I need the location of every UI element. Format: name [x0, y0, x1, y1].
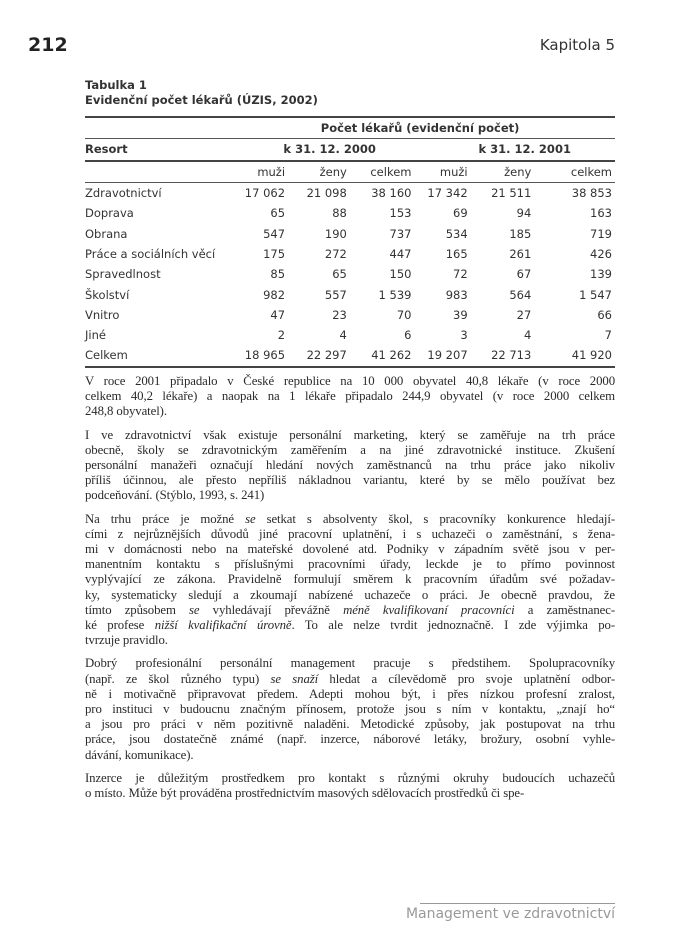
- text-line: [85, 374, 615, 389]
- text-line: [85, 428, 615, 443]
- cell-value: 88: [332, 206, 347, 221]
- text-run: 248,8 obyvatel).: [85, 404, 167, 419]
- cell-value: 272: [324, 246, 347, 261]
- table-row: [85, 182, 615, 203]
- text-line: [85, 618, 615, 633]
- paragraph: [85, 374, 615, 420]
- text-run: tvrzuje pravidlo.: [85, 633, 168, 648]
- table-caption: [85, 78, 318, 108]
- cell-value: 22 713: [471, 345, 535, 366]
- cell-value: 23: [332, 307, 347, 322]
- text-line: [85, 404, 615, 419]
- cell-value: 72: [453, 267, 468, 282]
- cell-value: 38 853: [571, 186, 612, 201]
- cell-value: 150: [389, 267, 412, 282]
- cell-value: 67: [516, 267, 532, 282]
- text-line: [85, 732, 615, 747]
- text-run: Na trhu práce je možné: [85, 511, 246, 526]
- row-label: Spravedlnost: [85, 267, 161, 282]
- paragraph: [85, 771, 615, 801]
- text-run: . To ale nelze tvrdit jednoznačně. I zde výjimka po-: [291, 618, 615, 633]
- table-row: [85, 244, 615, 264]
- column-subheader: celkem: [350, 161, 415, 183]
- text-line: [85, 443, 615, 458]
- text-run: (např. ze škol různého typu): [85, 671, 271, 686]
- text-run: obecně, školy se zdravotnickým zaměřením a na jiné zdravotnické instituce. Zkušení: [85, 442, 615, 457]
- row-label: Zdravotnictví: [85, 186, 162, 201]
- cell-value: 982: [263, 287, 286, 302]
- resort-header: Resort: [85, 139, 245, 161]
- row-label: Celkem: [85, 345, 245, 366]
- cell-value: 39: [453, 307, 468, 322]
- text-line: [85, 717, 615, 732]
- cell-value: 94: [516, 206, 532, 221]
- paragraph: [85, 512, 615, 649]
- paragraph: [85, 656, 615, 762]
- text-run: V roce 2001 připadalo v České republice na 10 000 obyvatel 40,8 lékaře (v roce 2000: [85, 374, 615, 388]
- text-run: manentním kontaktu s příslušnými pracovními úřady, leckde je to přímo povinnost: [85, 557, 615, 572]
- text-run: pro instituci v budoucnu značným přínosem, protože jsou s ním v kontaktu, „znají ho“: [85, 702, 615, 717]
- row-label: Práce a sociálních věcí: [85, 246, 216, 261]
- cell-value: 85: [270, 267, 286, 282]
- cell-value: 4: [339, 328, 347, 343]
- text-line: [85, 771, 615, 786]
- text-line: [85, 557, 615, 572]
- cell-value: 17 342: [427, 186, 468, 201]
- row-label: Obrana: [85, 226, 128, 241]
- table-row: [85, 284, 615, 304]
- group-header: Počet lékařů (evidenční počet): [245, 117, 615, 139]
- table-number: Tabulka 1: [85, 78, 147, 92]
- cell-value: 165: [445, 246, 468, 261]
- cell-value: 65: [332, 267, 347, 282]
- text-run: o místo. Může být prováděna prostřednictvím masových sdělovacích prostředků či spe-: [85, 786, 525, 801]
- cell-value: 261: [509, 246, 532, 261]
- text-run: mi v domácnosti nebo na mateřské dovolené atd. Podniky v západním světě jsou v per-: [85, 542, 615, 557]
- column-subheader: muži: [414, 161, 470, 183]
- text-run: tímto způsobem: [85, 602, 190, 617]
- text-run: celkem 40,2 lékaře) a naopak na 1 lékaře připadalo 244,9 obyvatel (v roce 2000 celkem: [85, 389, 615, 404]
- text-line: [85, 527, 615, 542]
- text-run: podceňování. (Stýblo, 1993, s. 241): [85, 488, 265, 503]
- table-row: [85, 264, 615, 284]
- row-label: Školství: [85, 287, 130, 302]
- cell-value: 4: [523, 328, 532, 343]
- text-run: dávání, komunikace).: [85, 747, 194, 762]
- cell-value: 153: [389, 206, 412, 221]
- table-row: [85, 223, 615, 243]
- text-line: [85, 786, 615, 801]
- text-run: cími z nejrůznějších důvodů jiné pracovní uplatnění, i s uchazeči o zaměstnání, s žena-: [85, 526, 615, 541]
- cell-value: 175: [263, 246, 286, 261]
- footer-rule: [420, 903, 615, 904]
- chapter-title: Kapitola 5: [539, 36, 615, 54]
- cell-value: 547: [263, 226, 286, 241]
- cell-value: 534: [445, 226, 468, 241]
- cell-value: 1 547: [579, 287, 612, 302]
- total-row: [85, 345, 615, 366]
- cell-value: 66: [597, 307, 612, 322]
- text-run: práce, jsou dostatečně známé (např. inzerce, náborové letáky, brožury, osobní vyhle-: [85, 732, 615, 747]
- cell-value: 719: [590, 226, 612, 241]
- text-line: [85, 702, 615, 717]
- text-line: [85, 473, 615, 488]
- cell-value: 185: [509, 226, 532, 241]
- text-run: ně i motivačně připravovat předem. Adepti mohou být, i přes nízkou profesní zralost,: [85, 686, 615, 701]
- text-run: Dobrý profesionální personální management pracuje s předstihem. Spolupracovníky: [85, 656, 615, 671]
- row-label: Doprava: [85, 206, 134, 221]
- text-line: [85, 588, 615, 603]
- cell-value: 1 539: [378, 287, 412, 302]
- cell-value: 22 297: [288, 345, 350, 366]
- text-run: setkat s absolventy škol, s pracovníky konkurence hledají-: [255, 511, 615, 526]
- footer-book-title: Management ve zdravotnictví: [405, 906, 615, 922]
- cell-value: 70: [396, 307, 412, 322]
- text-run: I ve zdravotnictví však existuje personální marketing, který se zaměřuje na trh práce: [85, 427, 615, 442]
- cell-value: 139: [590, 267, 612, 282]
- row-label: Jiné: [85, 328, 106, 343]
- cell-value: 27: [516, 307, 532, 322]
- cell-value: 38 160: [371, 186, 412, 201]
- text-line: [85, 687, 615, 702]
- text-line: [85, 458, 615, 473]
- period-2000-header: k 31. 12. 2000: [245, 139, 415, 161]
- cell-value: 47: [270, 307, 286, 322]
- cell-value: 7: [604, 328, 612, 343]
- cell-value: 163: [590, 206, 612, 221]
- cell-value: 2: [277, 328, 286, 343]
- cell-value: 69: [453, 206, 468, 221]
- table-row: [85, 325, 615, 345]
- cell-value: 737: [389, 226, 412, 241]
- text-line: [85, 656, 615, 671]
- text-run: hledat a cílevědomě pro svoje uplatnění odbor-: [318, 671, 615, 686]
- table-title: Evidenční počet lékařů (ÚZIS, 2002): [85, 93, 318, 107]
- page-number: 212: [28, 34, 68, 56]
- cell-value: 18 965: [245, 345, 288, 366]
- cell-value: 41 262: [350, 345, 415, 366]
- column-subheader: ženy: [471, 161, 535, 183]
- row-label: Vnitro: [85, 307, 120, 322]
- cell-value: 41 920: [534, 345, 615, 366]
- text-run: ky, systematicky sledují a zkoumají nabízené uchazeče o práci. Je obecně pravdou, že: [85, 587, 615, 602]
- cell-value: 564: [509, 287, 532, 302]
- table-row: [85, 203, 615, 223]
- text-line: [85, 512, 615, 527]
- table-row: [85, 305, 615, 325]
- text-run: vyplývající ze zákona. Pravidelně formulují směrem k pracovním úřadům své požadav-: [85, 572, 615, 587]
- cell-value: 21 098: [306, 186, 347, 201]
- text-line: [85, 389, 615, 404]
- column-subheader: ženy: [288, 161, 350, 183]
- text-line: [85, 603, 615, 618]
- italic-text-run: méně kvalifikovaní pracovníci: [343, 602, 515, 617]
- cell-value: 17 062: [244, 186, 286, 201]
- italic-text-run: se: [245, 511, 256, 526]
- column-subheader: muži: [245, 161, 288, 183]
- doctors-table: [85, 116, 615, 368]
- paragraph: [85, 428, 615, 504]
- cell-value: 19 207: [414, 345, 470, 366]
- text-run: vyhledávají převážně: [199, 602, 344, 617]
- text-line: [85, 572, 615, 587]
- cell-value: 21 511: [491, 186, 532, 201]
- text-line: [85, 672, 615, 687]
- italic-text-run: se: [189, 602, 200, 617]
- cell-value: 6: [404, 328, 412, 343]
- cell-value: 190: [324, 226, 347, 241]
- cell-value: 447: [389, 246, 412, 261]
- column-subheader: celkem: [534, 161, 615, 183]
- text-run: a jsou pro práci v něm pozitivně naladěni. Metodické způsoby, jak postupovat na trhu: [85, 717, 615, 732]
- cell-value: 65: [270, 206, 286, 221]
- text-run: Inzerce je důležitým prostředkem pro kontakt s různými okruhy budoucích uchazečů: [85, 770, 615, 785]
- text-run: personální manažeři označují hledání nových zaměstnanců na trhu práce jako nikoliv: [85, 458, 615, 473]
- text-line: [85, 633, 615, 648]
- text-run: ké profese: [85, 618, 155, 633]
- cell-value: 557: [324, 287, 347, 302]
- italic-text-run: se snaží: [270, 671, 319, 686]
- text-line: [85, 748, 615, 763]
- italic-text-run: nižší kvalifikační úrovně: [154, 618, 292, 633]
- cell-value: 983: [445, 287, 468, 302]
- text-line: [85, 542, 615, 557]
- text-run: příliš účinnou, ale přesto nepříliš nákladnou variantu, které by se mělo používat bez: [85, 473, 615, 488]
- cell-value: 426: [590, 246, 612, 261]
- body-text: [85, 374, 615, 809]
- text-run: a zaměstnanec-: [514, 602, 615, 617]
- cell-value: 3: [460, 328, 468, 343]
- text-line: [85, 488, 615, 503]
- period-2001-header: k 31. 12. 2001: [414, 139, 615, 161]
